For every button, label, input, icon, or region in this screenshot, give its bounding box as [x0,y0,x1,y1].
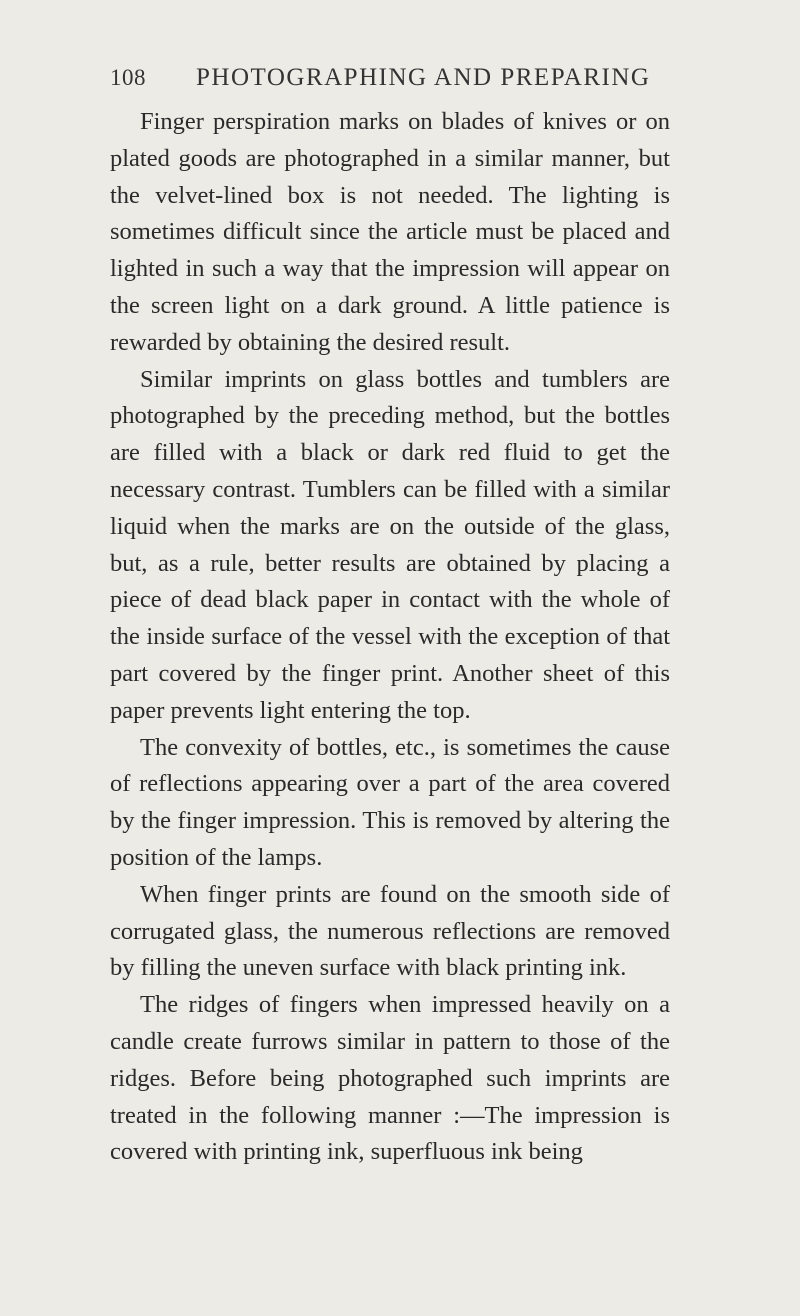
body-text [110,104,670,1171]
paragraph-glass-bottles: Similar imprints on glass bottles and tumblers are photographed by the preceding method, but the bottles are filled with a black or dark red fluid to get the necessary contrast. Tumblers can be filled with a similar liquid when the marks are on the outside of the glass, but, as a rule, better results are obtained by placing a piece of dead black paper in contact with the whole of the inside surface of the vessel with the exception of that part covered by the finger print. Another sheet of this paper prevents light entering the top. [110,365,670,724]
paragraph-finger-perspiration: Finger perspiration marks on blades of knives or on plated goods are photographed in a similar manner, but the velvet-lined box is not needed. The lighting is sometimes difficult since the article must be placed and lighted in such a way that the impression will appear on the screen light on a dark ground. A little patience is rewarded by obtaining the desired result. [110,108,670,356]
page-header [110,64,670,104]
paragraph-convexity: The convexity of bottles, etc., is sometimes the cause of reflections appearing over a part of the area covered by the finger impression. This is removed by altering the position of the lamps. [110,733,670,871]
paragraph-candle-ridges: The ridges of fingers when impressed heavily on a candle create furrows similar in pattern to those of the ridges. Before being photographed such imprints are treated in the following manner :—The impression is covered with printing ink, superfluous ink being [110,991,670,1166]
page-number: 108 [110,65,146,90]
running-head: PHOTOGRAPHING AND PREPARING [196,64,651,91]
paragraph-corrugated-glass: When finger prints are found on the smooth side of corrugated glass, the numerous reflections are removed by filling the uneven surface with black printing ink. [110,880,670,982]
